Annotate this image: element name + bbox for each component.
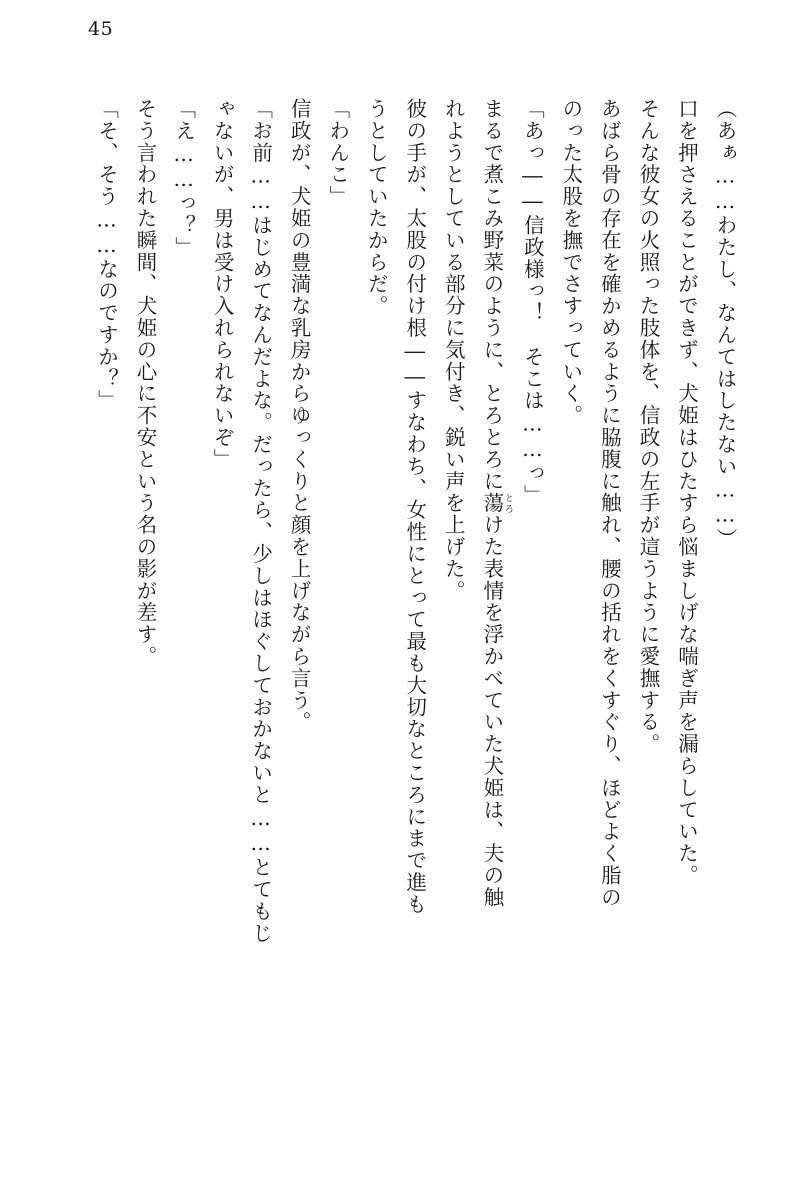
page-number: 45 bbox=[88, 18, 114, 40]
paragraph-ruby-text: まるで煮こみ野菜のように、とろとろに蕩 とろけた表情を浮かべていた犬姫は、夫の触 bbox=[479, 98, 513, 909]
ruby-annotation: 蕩 とろ bbox=[479, 492, 513, 515]
paragraph: （あぁ……わたし、なんてはしたない……） bbox=[713, 98, 737, 550]
paragraph: 「わんこ」 bbox=[325, 98, 350, 208]
paragraph: 「あっ――信政様っ！ そこは……っ」 bbox=[520, 98, 545, 507]
paragraph: 「そ、そう……なのですか？」 bbox=[94, 98, 119, 412]
paragraph: そんな彼女の火照った肢体を、信政の左手が這うように愛撫する。 bbox=[635, 98, 660, 755]
paragraph: ゃないが、男は受け入れられないぞ」 bbox=[210, 98, 235, 471]
paragraph-with-ruby bbox=[472, 98, 513, 1138]
paragraph: 「お前……はじめてなんだよな。だったら、少しはほぐしておかないと……とてもじ bbox=[248, 98, 273, 945]
paragraph: 彼の手が、太股の付け根――すなわち、女性にとって最も大切なところにまで進も bbox=[402, 98, 427, 916]
paragraph: れようとしている部分に気付き、鋭い声を上げた。 bbox=[441, 98, 466, 602]
paragraph: のった太股を撫でさすっていく。 bbox=[558, 98, 583, 427]
paragraph: 信政が、犬姫の豊満な乳房からゆっくりと顔を上げながら言う。 bbox=[287, 98, 312, 734]
paragraph: 「え……っ？」 bbox=[171, 98, 196, 259]
paragraph: そう言われた瞬間、犬姫の心に不安という名の影が差す。 bbox=[133, 98, 158, 668]
paragraph: うとしていたからだ。 bbox=[364, 98, 389, 317]
page-body-text bbox=[54, 98, 744, 1138]
paragraph: 口を押さえることができず、犬姫はひたすら悩ましげな喘ぎ声を漏らしていた。 bbox=[674, 98, 699, 887]
paragraph: あばら骨の存在を確かめるように脇腹に触れ、腰の括れをくすぐり、ほどよく脂の bbox=[597, 98, 622, 909]
